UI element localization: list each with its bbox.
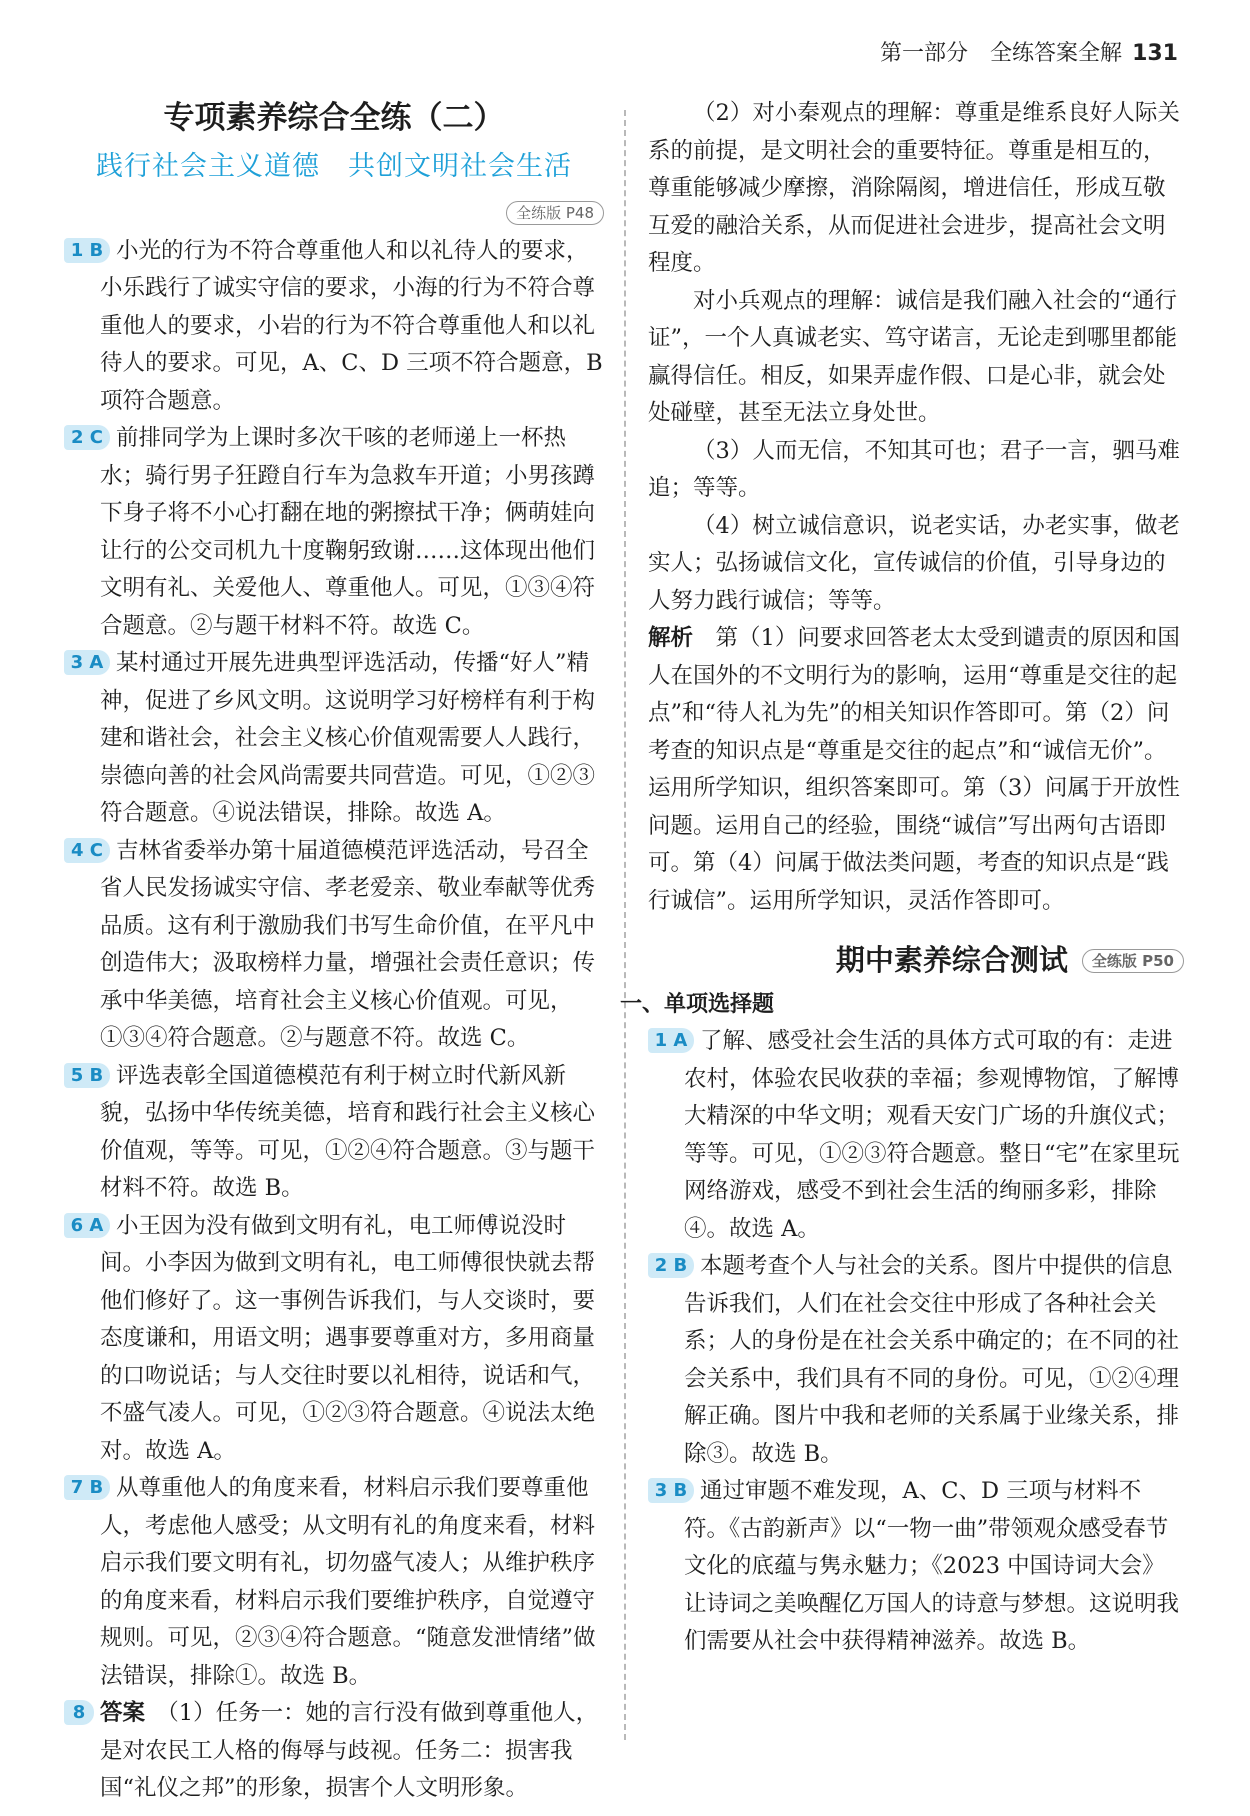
answer-badge: 3 B bbox=[648, 1478, 694, 1503]
answer-badge: 8 bbox=[64, 1700, 94, 1725]
answer-item bbox=[64, 233, 604, 421]
answer-item bbox=[64, 833, 604, 1058]
answer-text: 本题考查个人与社会的关系。图片中提供的信息告诉我们，人们在社会交往中形成了各种社会关系；人的身份是在社会关系中确定的；在不同的社会关系中，我们具有不同的身份。可见，①②④理解正确。图片中我和老师的关系属于业缘关系，排除③。故选 B。 bbox=[684, 1253, 1180, 1467]
answer-item-8 bbox=[64, 1695, 604, 1808]
analysis-label: 解析 bbox=[648, 625, 694, 651]
answer-label: 答案 bbox=[100, 1700, 146, 1726]
answer-text: 评选表彰全国道德模范有利于树立时代新风新貌，弘扬中华传统美德，培育和践行社会主义核心价值观，等等。可见，①②④符合题意。③与题干材料不符。故选 B。 bbox=[100, 1062, 596, 1201]
analysis-paragraph bbox=[648, 620, 1184, 920]
answer-badge: 7 B bbox=[64, 1475, 110, 1500]
section-heading: 一、单项选择题 bbox=[620, 991, 775, 1017]
answer-badge: 2 C bbox=[64, 425, 110, 450]
answer-paragraph: 对小兵观点的理解：诚信是我们融入社会的“通行证”，一个人真诚老实、笃守诺言，无论走到哪里都能赢得信任。相反，如果弄虚作假、口是心非，就会处处碰壁，甚至无法立身处世。 bbox=[648, 287, 1178, 426]
page-header bbox=[880, 36, 1178, 67]
answer-text: 前排同学为上课时多次干咳的老师递上一杯热水；骑行男子狂蹬自行车为急救车开道；小男孩蹲下身子将不小心打翻在地的粥擦拭干净；俩萌娃向让行的公交司机九十度鞠躬致谢……这体现出他们文明有礼、关爱他人、尊重他人。可见，①③④符合题意。②与题干材料不符。故选 C。 bbox=[100, 425, 596, 639]
page-ref-tag: 全练版 P48 bbox=[506, 201, 604, 225]
left-column bbox=[64, 95, 604, 1808]
answer-item bbox=[648, 1473, 1184, 1661]
analysis-text: 第（1）问要求回答老太太受到谴责的原因和国人在国外的不文明行为的影响，运用“尊重是交往的起点”和“待人礼为先”的相关知识作答即可。第（2）问考查的知识点是“尊重是交往的起点”和“诚信无价”。运用所学知识，组织答案即可。第（3）问属于开放性问题。运用自己的经验，围绕“诚信”写出两句古语即可。第（4）问属于做法类问题，考查的知识点是“践行诚信”。运用所学知识，灵活作答即可。 bbox=[648, 625, 1180, 914]
answer-text: 吉林省委举办第十届道德模范评选活动，号召全省人民发扬诚实守信、孝老爱亲、敬业奉献等优秀品质。这有利于激励我们书写生命价值，在平凡中创造伟大；汲取榜样力量，增强社会责任意识；传承中华美德，培育社会主义核心价值观。可见，①③④符合题意。②与题意不符。故选 C。 bbox=[100, 837, 596, 1051]
header-section: 第一部分 全练答案全解 bbox=[880, 41, 1123, 66]
answer-paragraph: （2）对小秦观点的理解：尊重是维系良好人际关系的前提，是文明社会的重要特征。尊重是相互的，尊重能够减少摩擦，消除隔阂，增进信任，形成互敬互爱的融洽关系，从而促进社会进步，提高社会文明程度。 bbox=[648, 100, 1180, 276]
section-title: 专项素养综合全练（二） bbox=[163, 100, 505, 136]
section-subtitle: 践行社会主义道德 共创文明社会生活 bbox=[96, 151, 572, 182]
right-column bbox=[620, 95, 1184, 1661]
answer-text: 从尊重他人的角度来看，材料启示我们要尊重他人，考虑他人感受；从文明有礼的角度来看，材料启示我们要文明有礼，切勿盛气凌人；从维护秩序的角度来看，材料启示我们要维护秩序，自觉遵守规则。可见，②③④符合题意。“随意发泄情绪”做法错误，排除①。故选 B。 bbox=[100, 1475, 596, 1689]
answer-badge: 5 B bbox=[64, 1063, 110, 1088]
answer-item bbox=[648, 1248, 1184, 1473]
answer-badge: 6 A bbox=[64, 1213, 110, 1238]
page-ref-tag: 全练版 P50 bbox=[1082, 949, 1184, 973]
answer-item bbox=[64, 645, 604, 833]
answer-paragraph: （4）树立诚信意识，说老实话，办老实事，做老实人；弘扬诚信文化，宣传诚信的价值，引导身边的人努力践行诚信；等等。 bbox=[648, 512, 1180, 614]
page-number: 131 bbox=[1132, 41, 1178, 66]
answer-badge: 3 A bbox=[64, 650, 110, 675]
answer-badge: 4 C bbox=[64, 838, 110, 863]
column-divider bbox=[624, 110, 626, 1740]
answer-text: 某村通过开展先进典型评选活动，传播“好人”精神，促进了乡风文明。这说明学习好榜样有利于构建和谐社会，社会主义核心价值观需要人人践行，崇德向善的社会风尚需要共同营造。可见，①②③符合题意。④说法错误，排除。故选 A。 bbox=[100, 650, 596, 826]
answer-item bbox=[64, 1208, 604, 1471]
answer-text: 了解、感受社会生活的具体方式可取的有：走进农村，体验农民收获的幸福；参观博物馆，了解博大精深的中华文明；观看天安门广场的升旗仪式；等等。可见，①②③符合题意。整日“宅”在家里玩网络游戏，感受不到社会生活的绚丽多彩，排除④。故选 A。 bbox=[684, 1028, 1180, 1242]
answer-badge: 1 A bbox=[648, 1028, 694, 1053]
exam-title-row bbox=[648, 942, 1184, 980]
answer-text: 小王因为没有做到文明有礼，电工师傅说没时间。小李因为做到文明有礼，电工师傅很快就去帮他们修好了。这一事例告诉我们，与人交谈时，要态度谦和，用语文明；遇事要尊重对方，多用商量的口吻说话；与人交往时要以礼相待，说话和气，不盛气凌人。可见，①②③符合题意。④说法太绝对。故选 A。 bbox=[100, 1212, 596, 1464]
answer-item bbox=[648, 1023, 1184, 1248]
exam-title: 期中素养综合测试 bbox=[835, 943, 1068, 977]
answer-badge: 2 B bbox=[648, 1253, 694, 1278]
answer-text: （1）任务一：她的言行没有做到尊重他人，是对农民工人格的侮辱与歧视。任务二：损害我国“礼仪之邦”的形象，损害个人文明形象。 bbox=[100, 1700, 599, 1801]
answer-badge: 1 B bbox=[64, 238, 110, 263]
answer-item bbox=[64, 1058, 604, 1208]
answer-text: 小光的行为不符合尊重他人和以礼待人的要求，小乐践行了诚实守信的要求，小海的行为不符合尊重他人的要求，小岩的行为不符合尊重他人和以礼待人的要求。可见，A、C、D 三项不符合题意，B 项符合题意。 bbox=[100, 237, 603, 414]
answer-item bbox=[64, 420, 604, 645]
answer-text: 通过审题不难发现，A、C、D 三项与材料不符。《古韵新声》以“一物一曲”带领观众感受春节文化的底蕴与隽永魅力；《2023 中国诗词大会》让诗词之美唤醒亿万国人的诗意与梦想。这说明我们需要从社会中获得精神滋养。故选 B。 bbox=[684, 1478, 1180, 1654]
answer-paragraph: （3）人而无信，不知其可也；君子一言，驷马难追；等等。 bbox=[648, 437, 1180, 501]
answer-item bbox=[64, 1470, 604, 1695]
